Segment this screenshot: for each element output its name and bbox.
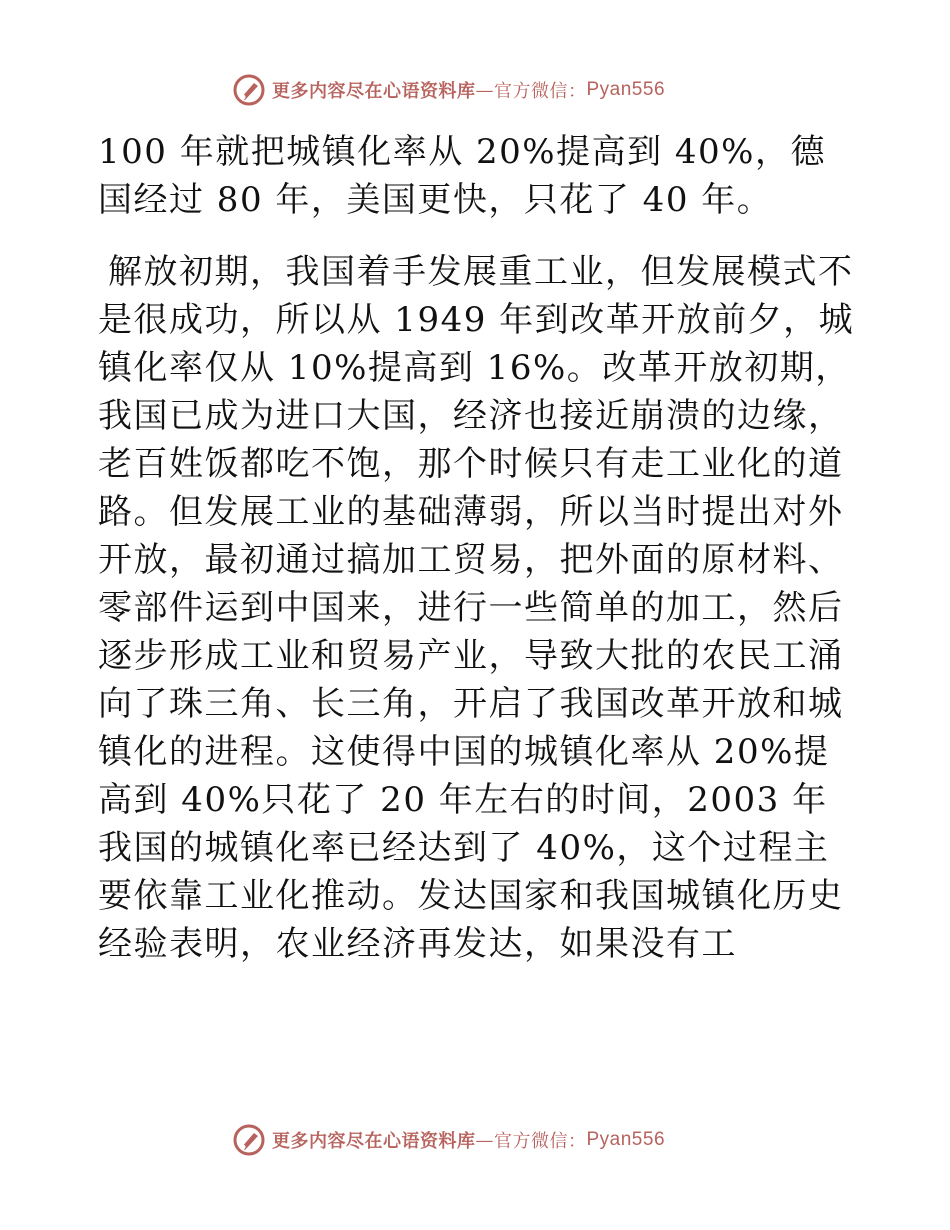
- footer-watermark: [232, 1122, 665, 1158]
- watermark-main-text: 更多内容尽在心语资料库: [272, 81, 476, 102]
- pen-logo-icon: [232, 73, 266, 107]
- document-body: [98, 128, 858, 968]
- watermark-wechat-label: 官方微信：: [494, 81, 587, 102]
- watermark-wechat-label: 官方微信：: [494, 1131, 587, 1152]
- watermark-dash: —: [475, 79, 494, 101]
- watermark-wechat-id: Pyan556: [586, 79, 666, 100]
- watermark-dash: —: [475, 1129, 494, 1151]
- header-watermark: [232, 72, 665, 108]
- watermark-wechat-id: Pyan556: [586, 1129, 666, 1150]
- watermark-main-text: 更多内容尽在心语资料库: [272, 1131, 476, 1152]
- pen-logo-icon: [232, 1123, 266, 1157]
- paragraph-1: 100 年就把城镇化率从 20%提高到 40%，德国经过 80 年，美国更快，只花了 40 年。: [98, 132, 826, 220]
- paragraph-2: 解放初期，我国着手发展重工业，但发展模式不是很成功，所以从 1949 年到改革开放前夕，城镇化率仅从 10%提高到 16%。改革开放初期，我国已成为进口大国，经济也接近崩溃的边缘，老百姓饭都吃不饱，那个时候只有走工业化的道路。但发展工业的基础薄弱，所以当时提出对外开放，最初通过搞加工贸易，把外面的原材料、零部件运到中国来，进行一些简单的加工，然后逐步形成工业和贸易产业，导致大批的农民工涌向了珠三角、长三角，开启了我国改革开放和城镇化的进程。这使得中国的城镇化率从 20%提高到 40%只花了 20 年左右的时间，2003 年我国的城镇化率已经达到了 40%，这个过程主要依靠工业化推动。发达国家和我国城镇化历史经验表明，农业经济再发达，如果没有工: [98, 252, 855, 964]
